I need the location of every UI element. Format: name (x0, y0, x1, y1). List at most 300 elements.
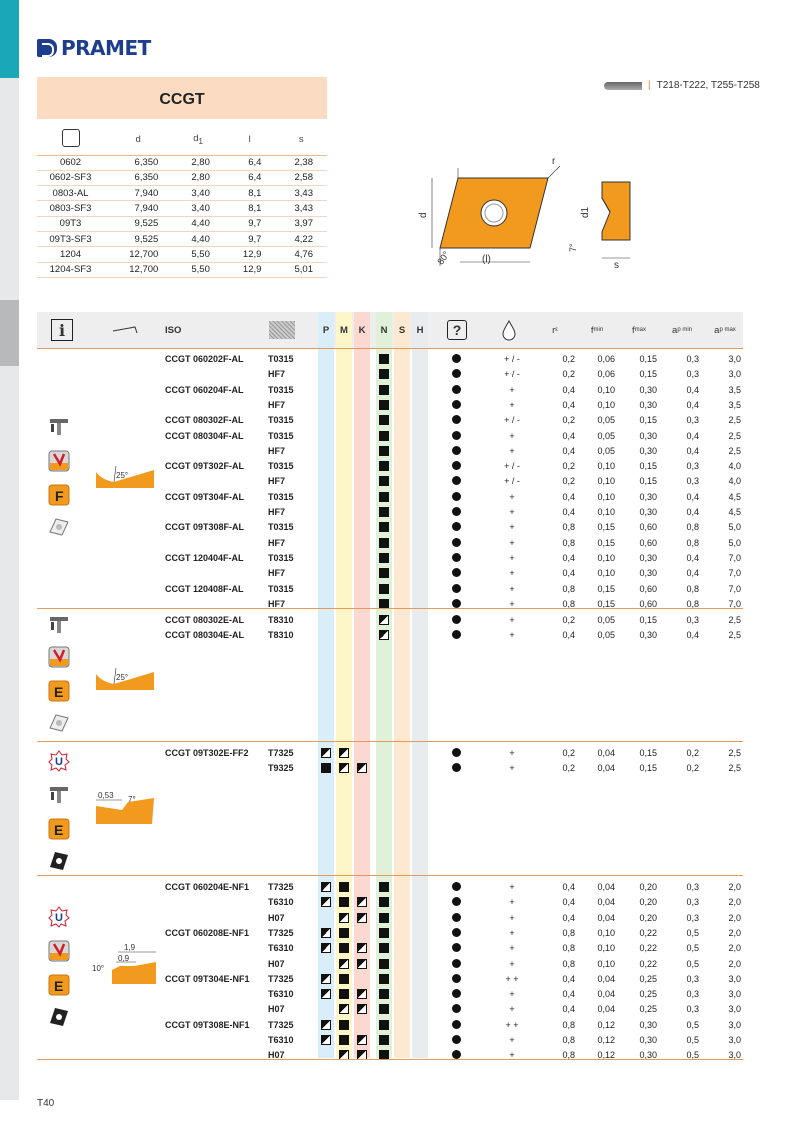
suitability-marker-M (339, 959, 349, 969)
table-row (37, 910, 743, 925)
grade: HF7 (268, 476, 286, 487)
suitability-marker-N (379, 400, 389, 410)
suitability-marker-N (379, 974, 389, 984)
depth-min-value: 0,5 (686, 943, 699, 954)
dimension-value: 3,97 (275, 216, 327, 231)
suitability-marker-K (357, 959, 367, 969)
feed-max-value: 0,30 (639, 552, 657, 563)
suitability-marker-M (339, 1004, 349, 1014)
depth-min-value: 0,3 (686, 354, 699, 364)
table-row (37, 627, 743, 642)
dimension-value: 2,38 (275, 155, 327, 170)
coolant-dot-icon (452, 492, 461, 501)
depth-min-value: 0,8 (686, 537, 699, 548)
header-fmax: f max (632, 324, 646, 336)
depth-min-value: 0,5 (686, 927, 699, 938)
grade: HF7 (268, 568, 286, 579)
insert-designation: CCGT 080304E-AL (165, 630, 245, 641)
insert-designation: CCGT 060208E-NF1 (165, 927, 250, 938)
dimension-value: 4,40 (172, 216, 224, 231)
suitability-marker-P (321, 882, 331, 892)
suitability-marker-N (379, 538, 389, 548)
col-M: M (336, 312, 352, 1058)
feed-min-value: 0,15 (597, 583, 615, 594)
suitability-marker-P (321, 748, 331, 758)
dim-d-label: d (418, 212, 429, 218)
grade: T7325 (268, 882, 294, 892)
feed-min-value: 0,12 (597, 1019, 615, 1030)
feed-min-value: 0,05 (597, 415, 615, 426)
svg-text:E: E (54, 684, 64, 700)
coolant-rating: + / - (504, 369, 520, 380)
depth-min-value: 0,4 (686, 430, 699, 441)
grade: T0315 (268, 461, 294, 472)
table-row (37, 565, 743, 580)
feed-min-value: 0,10 (597, 958, 615, 969)
coolant-dot-icon (452, 928, 461, 937)
page-reference-text: T218-T222, T255-T258 (656, 80, 760, 91)
suitability-marker-N (379, 959, 389, 969)
grade: T7325 (268, 927, 294, 938)
coolant-rating: + (509, 1050, 515, 1061)
insert-designation: CCGT 060204E-NF1 (165, 882, 250, 892)
coolant-dot-icon (452, 599, 461, 608)
feed-max-value: 0,30 (639, 507, 657, 517)
depth-min-value: 0,4 (686, 568, 699, 579)
feed-min-value: 0,15 (597, 598, 615, 609)
insert-size: 0803-SF3 (37, 201, 104, 216)
depth-max-value: 7,0 (728, 598, 741, 609)
coolant-dot-icon (452, 763, 461, 772)
angle-7-label: 7° (568, 243, 578, 252)
col-K: K (354, 312, 370, 1058)
coolant-dot-icon (452, 989, 461, 998)
coolant-rating: + (509, 927, 515, 938)
svg-text:25°: 25° (116, 673, 129, 682)
grade: T0315 (268, 415, 294, 426)
depth-max-value: 2,0 (728, 943, 741, 954)
coolant-rating: + (509, 522, 515, 533)
coolant-rating: + + (505, 973, 519, 984)
feed-min-value: 0,04 (597, 748, 615, 758)
suitability-marker-N (379, 1020, 389, 1030)
feed-max-value: 0,60 (639, 522, 657, 533)
insert-designation: CCGT 080304F-AL (165, 430, 244, 441)
table-bottom-line (37, 1059, 743, 1060)
depth-max-value: 3,0 (728, 1035, 741, 1045)
dimension-value: 6,4 (224, 170, 276, 185)
insert-size: 09T3 (37, 216, 104, 231)
dimension-value: 2,58 (275, 170, 327, 185)
grade: H07 (268, 1004, 285, 1015)
dimension-value: 6,350 (104, 170, 172, 185)
suitability-marker-N (379, 943, 389, 953)
suitability-marker-K (357, 913, 367, 923)
coolant-dot-icon (452, 385, 461, 394)
corner-radius-value: 0,4 (562, 507, 575, 517)
dimension-value: 9,7 (224, 216, 276, 231)
coolant-rating: + (509, 399, 515, 410)
svg-text:1,9: 1,9 (124, 943, 136, 952)
col-s: s (275, 125, 327, 155)
group-divider (37, 875, 743, 876)
insert-size: 1204 (37, 247, 104, 262)
corner-radius-value: 0,2 (562, 415, 575, 426)
col-l: l (224, 125, 276, 155)
feed-max-value: 0,20 (639, 882, 657, 892)
coolant-dot-icon (452, 959, 461, 968)
suitability-marker-K (357, 1035, 367, 1045)
dim-d1-label: d1 (580, 206, 591, 218)
feed-max-value: 0,25 (639, 1004, 657, 1015)
coolant-rating: + (509, 384, 515, 395)
depth-min-value: 0,4 (686, 491, 699, 502)
coolant-rating: + (509, 615, 515, 625)
feed-min-value: 0,04 (597, 989, 615, 1000)
feed-min-value: 0,05 (597, 430, 615, 441)
corner-radius-value: 0,8 (562, 1050, 575, 1061)
suitability-marker-M (339, 974, 349, 984)
dimension-value: 4,22 (275, 231, 327, 246)
depth-min-value: 0,2 (686, 763, 699, 774)
dimension-table (37, 125, 327, 278)
feed-min-value: 0,10 (597, 399, 615, 410)
depth-min-value: 0,4 (686, 507, 699, 517)
feed-max-value: 0,20 (639, 912, 657, 923)
corner-radius-value: 0,4 (562, 897, 575, 908)
chipbreaker-icon (110, 312, 140, 348)
dimension-value: 7,940 (104, 201, 172, 216)
feed-min-value: 0,10 (597, 384, 615, 395)
suitability-marker-P (321, 763, 331, 773)
depth-max-value: 5,0 (728, 537, 741, 548)
depth-min-value: 0,4 (686, 399, 699, 410)
suitability-marker-N (379, 882, 389, 892)
suitability-marker-N (379, 989, 389, 999)
feed-max-value: 0,15 (639, 369, 657, 380)
dimension-value: 4,40 (172, 231, 224, 246)
svg-text:0,9: 0,9 (118, 954, 130, 963)
dimension-value: 9,7 (224, 231, 276, 246)
coolant-dot-icon (452, 553, 461, 562)
table-row (37, 504, 743, 519)
dimension-row (37, 247, 327, 262)
insert-designation: CCGT 080302F-AL (165, 415, 244, 426)
dimension-value: 3,43 (275, 186, 327, 201)
depth-max-value: 2,0 (728, 882, 741, 892)
coolant-rating: + (509, 552, 515, 563)
suitability-marker-M (339, 989, 349, 999)
feed-max-value: 0,25 (639, 973, 657, 984)
feed-min-value: 0,15 (597, 537, 615, 548)
coolant-dot-icon (452, 476, 461, 485)
coolant-rating: + (509, 630, 515, 641)
depth-min-value: 0,3 (686, 1004, 699, 1015)
boring-bar-icon (604, 82, 642, 90)
insert-size: 0602 (37, 155, 104, 170)
feed-max-value: 0,20 (639, 897, 657, 908)
svg-text:E: E (54, 978, 64, 994)
feed-min-value: 0,10 (597, 568, 615, 579)
coolant-rating: + (509, 583, 515, 594)
svg-text:10°: 10° (92, 964, 105, 973)
grade: HF7 (268, 598, 286, 609)
suitability-marker-K (357, 989, 367, 999)
table-row (37, 412, 743, 427)
feed-max-value: 0,30 (639, 491, 657, 502)
turning-tool-icon (48, 416, 70, 438)
coolant-rating: + / - (504, 415, 520, 426)
dimension-value: 2,80 (172, 170, 224, 185)
coolant-rating: + + (505, 1019, 519, 1030)
dimension-row (37, 231, 327, 246)
corner-radius-value: 0,4 (562, 384, 575, 395)
corner-radius-value: 0,4 (562, 430, 575, 441)
coolant-drop-icon (496, 312, 522, 348)
depth-min-value: 0,5 (686, 1035, 699, 1045)
table-row (37, 745, 743, 760)
dimension-row (37, 170, 327, 185)
coolant-dot-icon (452, 1004, 461, 1013)
svg-text:U: U (55, 912, 63, 924)
corner-radius-value: 0,8 (562, 1019, 575, 1030)
suitability-marker-N (379, 385, 389, 395)
grade: HF7 (268, 399, 286, 410)
corner-radius-value: 0,8 (562, 943, 575, 954)
header-fmin: f min (590, 324, 604, 336)
insert-designation: CCGT 120408F-AL (165, 583, 244, 594)
suitability-marker-P (321, 897, 331, 907)
coolant-dot-icon (452, 369, 461, 378)
dimension-value: 12,9 (224, 247, 276, 262)
depth-max-value: 3,5 (728, 399, 741, 410)
coolant-rating: + / - (504, 354, 520, 364)
insert-designation: CCGT 080302E-AL (165, 615, 245, 625)
svg-text:0,53: 0,53 (98, 791, 114, 800)
header-apmax: a p max (714, 324, 736, 336)
feed-min-value: 0,10 (597, 927, 615, 938)
corner-radius-value: 0,2 (562, 461, 575, 472)
suitability-marker-N (379, 897, 389, 907)
col-d1: $d_1$ (172, 125, 224, 155)
dimension-row (37, 216, 327, 231)
coolant-dot-icon (452, 538, 461, 547)
grade: T0315 (268, 354, 294, 364)
grade: T6310 (268, 897, 294, 908)
suitability-marker-N (379, 630, 389, 640)
col-H: H (412, 312, 428, 1058)
coolant-rating: + (509, 763, 515, 774)
suitability-marker-K (357, 897, 367, 907)
table-row (37, 351, 743, 366)
grade: T9325 (268, 763, 294, 774)
dimension-value: 7,940 (104, 186, 172, 201)
feed-min-value: 0,05 (597, 445, 615, 456)
table-row (37, 366, 743, 381)
feed-min-value: 0,10 (597, 476, 615, 487)
depth-max-value: 3,0 (728, 369, 741, 380)
suitability-marker-N (379, 1004, 389, 1014)
coolant-dot-icon (452, 354, 461, 363)
dimension-value: 8,1 (224, 201, 276, 216)
feed-min-value: 0,04 (597, 882, 615, 892)
feed-max-value: 0,60 (639, 598, 657, 609)
table-row (37, 1047, 743, 1062)
corner-radius-value: 0,2 (562, 615, 575, 625)
dimension-row (37, 201, 327, 216)
depth-max-value: 3,0 (728, 1019, 741, 1030)
grade: T0315 (268, 430, 294, 441)
depth-max-value: 7,0 (728, 552, 741, 563)
group-divider (37, 741, 743, 742)
machining-conditions-icon: ? (442, 312, 472, 348)
coolant-dot-icon (452, 400, 461, 409)
header-re: r ε (552, 324, 558, 336)
table-row (37, 550, 743, 565)
grade: T0315 (268, 583, 294, 594)
depth-max-value: 2,0 (728, 927, 741, 938)
grade: T6310 (268, 989, 294, 1000)
coolant-rating: + (509, 1004, 515, 1015)
depth-max-value: 3,0 (728, 989, 741, 1000)
depth-max-value: 2,0 (728, 897, 741, 908)
coolant-dot-icon (452, 431, 461, 440)
dim-s-label: s (614, 260, 619, 271)
feed-max-value: 0,15 (639, 354, 657, 364)
svg-text:F: F (55, 488, 64, 504)
coolant-dot-icon (452, 1035, 461, 1044)
svg-text:U: U (55, 756, 63, 768)
pramet-logo (37, 36, 151, 60)
feed-max-value: 0,60 (639, 537, 657, 548)
suitability-marker-M (339, 1035, 349, 1045)
feed-max-value: 0,30 (639, 1019, 657, 1030)
coolant-dot-icon (452, 913, 461, 922)
suitability-marker-K (357, 763, 367, 773)
corner-radius-value: 0,4 (562, 630, 575, 641)
insert-designation: CCGT 120404F-AL (165, 552, 244, 563)
suitability-marker-N (379, 928, 389, 938)
corner-radius-value: 0,8 (562, 1035, 575, 1045)
feed-max-value: 0,22 (639, 927, 657, 938)
coolant-dot-icon (452, 943, 461, 952)
col-N: N (376, 312, 392, 1058)
depth-min-value: 0,3 (686, 615, 699, 625)
depth-max-value: 4,5 (728, 507, 741, 517)
coolant-dot-icon (452, 615, 461, 624)
table-row (37, 428, 743, 443)
grade: T6310 (268, 943, 294, 954)
feed-min-value: 0,04 (597, 973, 615, 984)
insert-designation: CCGT 09T304F-AL (165, 491, 245, 502)
pramet-mark-icon (37, 39, 57, 57)
chipbreaker-profile-3 (94, 788, 156, 828)
coolant-rating: + (509, 537, 515, 548)
grade: T8310 (268, 630, 294, 641)
corner-radius-value: 0,4 (562, 491, 575, 502)
depth-max-value: 7,0 (728, 568, 741, 579)
depth-min-value: 0,4 (686, 445, 699, 456)
depth-min-value: 0,3 (686, 461, 699, 472)
dimension-value: 6,350 (104, 155, 172, 170)
table-row (37, 925, 743, 940)
depth-max-value: 3,0 (728, 354, 741, 364)
feed-min-value: 0,15 (597, 522, 615, 533)
depth-max-value: 3,0 (728, 1050, 741, 1061)
finish-badge-f (48, 484, 70, 506)
suitability-marker-N (379, 584, 389, 594)
feed-max-value: 0,30 (639, 430, 657, 441)
col-P: P (318, 312, 334, 1058)
table-row (37, 879, 743, 894)
dimension-value: 4,76 (275, 247, 327, 262)
feed-min-value: 0,12 (597, 1050, 615, 1061)
suitability-marker-N (379, 415, 389, 425)
feed-max-value: 0,30 (639, 384, 657, 395)
feed-min-value: 0,12 (597, 1035, 615, 1045)
corner-radius-value: 0,2 (562, 476, 575, 487)
coolant-rating: + (509, 989, 515, 1000)
suitability-marker-N (379, 461, 389, 471)
suitability-marker-N (379, 568, 389, 578)
grade: T7325 (268, 973, 294, 984)
depth-min-value: 0,3 (686, 989, 699, 1000)
feed-min-value: 0,06 (597, 354, 615, 364)
black-insert-icon (48, 1006, 70, 1028)
group-divider (37, 348, 743, 349)
grade: HF7 (268, 537, 286, 548)
table-row (37, 443, 743, 458)
feed-max-value: 0,15 (639, 748, 657, 758)
feed-max-value: 0,30 (639, 630, 657, 641)
corner-radius-value: 0,4 (562, 973, 575, 984)
table-row (37, 382, 743, 397)
feed-max-value: 0,15 (639, 415, 657, 426)
suitability-marker-K (357, 1004, 367, 1014)
corner-radius-value: 0,4 (562, 445, 575, 456)
coolant-dot-icon (452, 974, 461, 983)
table-row (37, 986, 743, 1001)
grade: HF7 (268, 369, 286, 380)
grade: T0315 (268, 491, 294, 502)
insert-size: 0602-SF3 (37, 170, 104, 185)
finishing-operation-icon (48, 940, 70, 962)
table-row (37, 1001, 743, 1016)
corner-radius-value: 0,4 (562, 882, 575, 892)
suitability-marker-M (339, 928, 349, 938)
suitability-marker-M (339, 763, 349, 773)
feed-min-value: 0,04 (597, 763, 615, 774)
suitability-marker-M (339, 897, 349, 907)
table-row (37, 1017, 743, 1032)
insert-designation: CCGT 060204F-AL (165, 384, 244, 395)
depth-min-value: 0,4 (686, 384, 699, 395)
feed-min-value: 0,10 (597, 943, 615, 954)
coolant-rating: + (509, 958, 515, 969)
depth-max-value: 4,0 (728, 476, 741, 487)
edge-badge-e (48, 818, 70, 840)
corner-radius-value: 0,8 (562, 522, 575, 533)
grade: T0315 (268, 522, 294, 533)
depth-min-value: 0,3 (686, 476, 699, 487)
depth-min-value: 0,3 (686, 912, 699, 923)
feed-max-value: 0,15 (639, 476, 657, 487)
corner-radius-value: 0,2 (562, 354, 575, 364)
corner-radius-value: 0,8 (562, 927, 575, 938)
dimension-value: 5,50 (172, 247, 224, 262)
coolant-dot-icon (452, 882, 461, 891)
depth-min-value: 0,8 (686, 522, 699, 533)
